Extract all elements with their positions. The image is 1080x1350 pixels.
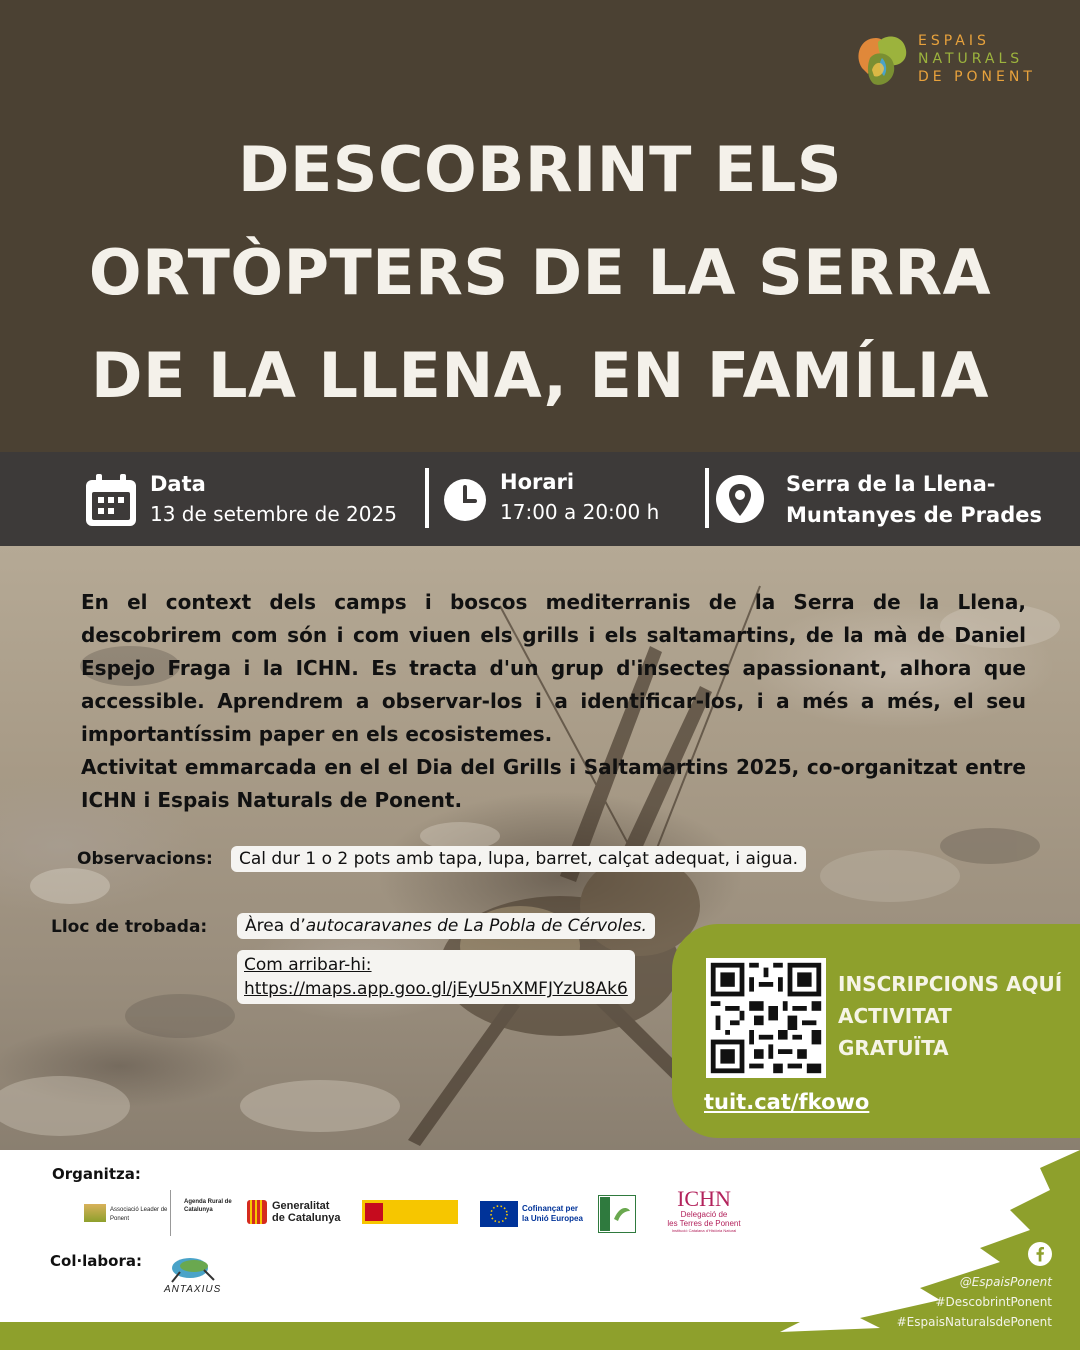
generalitat-line1: Generalitat	[272, 1200, 330, 1212]
brand-line1: ESPAIS	[918, 33, 990, 49]
directions-label[interactable]: Com arribar-hi:	[244, 955, 372, 975]
spain-crest-icon	[365, 1203, 383, 1221]
title-line1: DESCOBRINT ELS	[237, 133, 843, 206]
sponsor-generalitat	[272, 1200, 340, 1224]
registration-card	[672, 924, 1080, 1138]
sponsor-antaxius: ANTAXIUS	[164, 1284, 222, 1295]
title-line2: ORTÒPTERS DE LA SERRA	[88, 236, 992, 309]
info-divider	[705, 468, 709, 528]
registration-text	[838, 968, 1062, 1064]
info-bar	[0, 452, 1080, 546]
place-line1: Serra de la Llena-	[786, 472, 996, 496]
clock-icon	[443, 478, 487, 522]
directions-link[interactable]: https://maps.app.goo.gl/jEyU5nXMFJYzU8Ak6	[244, 979, 628, 999]
info-divider	[425, 468, 429, 528]
background-photo	[0, 546, 1080, 1150]
ichn-line1: Delegació de	[680, 1210, 728, 1219]
meeting-point-label: Lloc de trobada:	[51, 917, 208, 937]
organitza-label: Organitza:	[52, 1165, 141, 1183]
date-label: Data	[150, 472, 206, 496]
registration-line2: ACTIVITAT	[838, 1004, 952, 1028]
leader-eu-logo-icon	[598, 1195, 636, 1233]
brand-logo[interactable]	[848, 28, 1058, 92]
sponsor-agenda: Agenda Rural de Catalunya	[184, 1199, 232, 1213]
leader-logo-icon	[84, 1204, 106, 1222]
eu-flag-icon	[480, 1201, 518, 1227]
sponsor-leader: Associació Leader de Ponent	[110, 1207, 168, 1222]
header	[0, 0, 1080, 452]
description-paragraph: En el context dels camps i boscos mediterranis de la Serra de la Llena, descobrirem com són i com viuen els grills i els saltamartins, de la mà de Daniel Espejo Fraga i la ICHN. Es tracta d'un grup d'insectes apassionant, alhora que accessible. Aprendrem a observar-los i a identificar-los, i a més a més, el seu importantíssim paper en els ecosistemes.	[81, 590, 1026, 746]
directions-box	[237, 950, 635, 1004]
registration-link[interactable]: tuit.cat/fkowo	[704, 1090, 870, 1114]
page-title	[60, 118, 1020, 427]
generalitat-logo-icon	[247, 1200, 267, 1224]
facebook-handle[interactable]: @EspaisPonent	[959, 1275, 1052, 1289]
eu-line2: la Unió Europea	[522, 1214, 583, 1223]
time-label: Horari	[500, 470, 575, 494]
title-line3: DE LA LLENA, EN FAMÍLIA	[91, 339, 989, 412]
hashtag: #EspaisNaturalsdePonent	[896, 1315, 1052, 1329]
meeting-point-italic: autocaravanes de La Pobla de Cérvoles.	[305, 916, 647, 936]
activity-description	[81, 586, 1026, 817]
brand-line2: NATURALS	[918, 51, 1024, 67]
place-line2: Muntanyes de Prades	[786, 503, 1042, 527]
generalitat-line2: de Catalunya	[272, 1212, 341, 1224]
collabora-label: Col·labora:	[50, 1252, 142, 1270]
brand-logo-mark	[848, 28, 912, 92]
observations-label: Observacions:	[77, 849, 213, 869]
facebook-icon[interactable]	[1028, 1242, 1052, 1266]
ministry-logo	[362, 1200, 458, 1224]
qr-code[interactable]	[706, 958, 826, 1078]
registration-line3: GRATUÏTA	[838, 1036, 949, 1060]
social-hashtags	[897, 1272, 1052, 1332]
description-paragraph: Activitat emmarcada en el el Dia del Grills i Saltamartins 2025, co-organitzat entre ICHN i Espais Naturals de Ponent.	[81, 755, 1026, 812]
footer	[0, 1150, 1080, 1350]
sponsor-divider	[170, 1190, 171, 1236]
ichn-line2: les Terres de Ponent	[667, 1219, 741, 1228]
meeting-point-prefix: Àrea d’	[245, 916, 306, 936]
eu-line1: Cofinançat per	[522, 1204, 579, 1213]
time-value: 17:00 a 20:00 h	[500, 500, 660, 524]
registration-line1: INSCRIPCIONS AQUÍ	[838, 972, 1063, 996]
sponsor-ichn	[664, 1188, 744, 1234]
hashtag: #DescobrintPonent	[935, 1295, 1052, 1309]
ichn-line3: Institució Catalana d'Història Natural	[671, 1228, 737, 1233]
observations-value: Cal dur 1 o 2 pots amb tapa, lupa, barret, calçat adequat, i aigua.	[231, 846, 806, 872]
brand-line3: DE PONENT	[918, 69, 1036, 85]
location-pin-icon	[715, 474, 765, 530]
date-value: 13 de setembre de 2025	[150, 502, 397, 526]
brand-logo-text	[918, 32, 1036, 86]
sponsor-eu	[522, 1204, 583, 1224]
meeting-point-value	[237, 913, 655, 939]
ichn-title: ICHN	[677, 1186, 731, 1211]
calendar-icon	[84, 472, 138, 528]
